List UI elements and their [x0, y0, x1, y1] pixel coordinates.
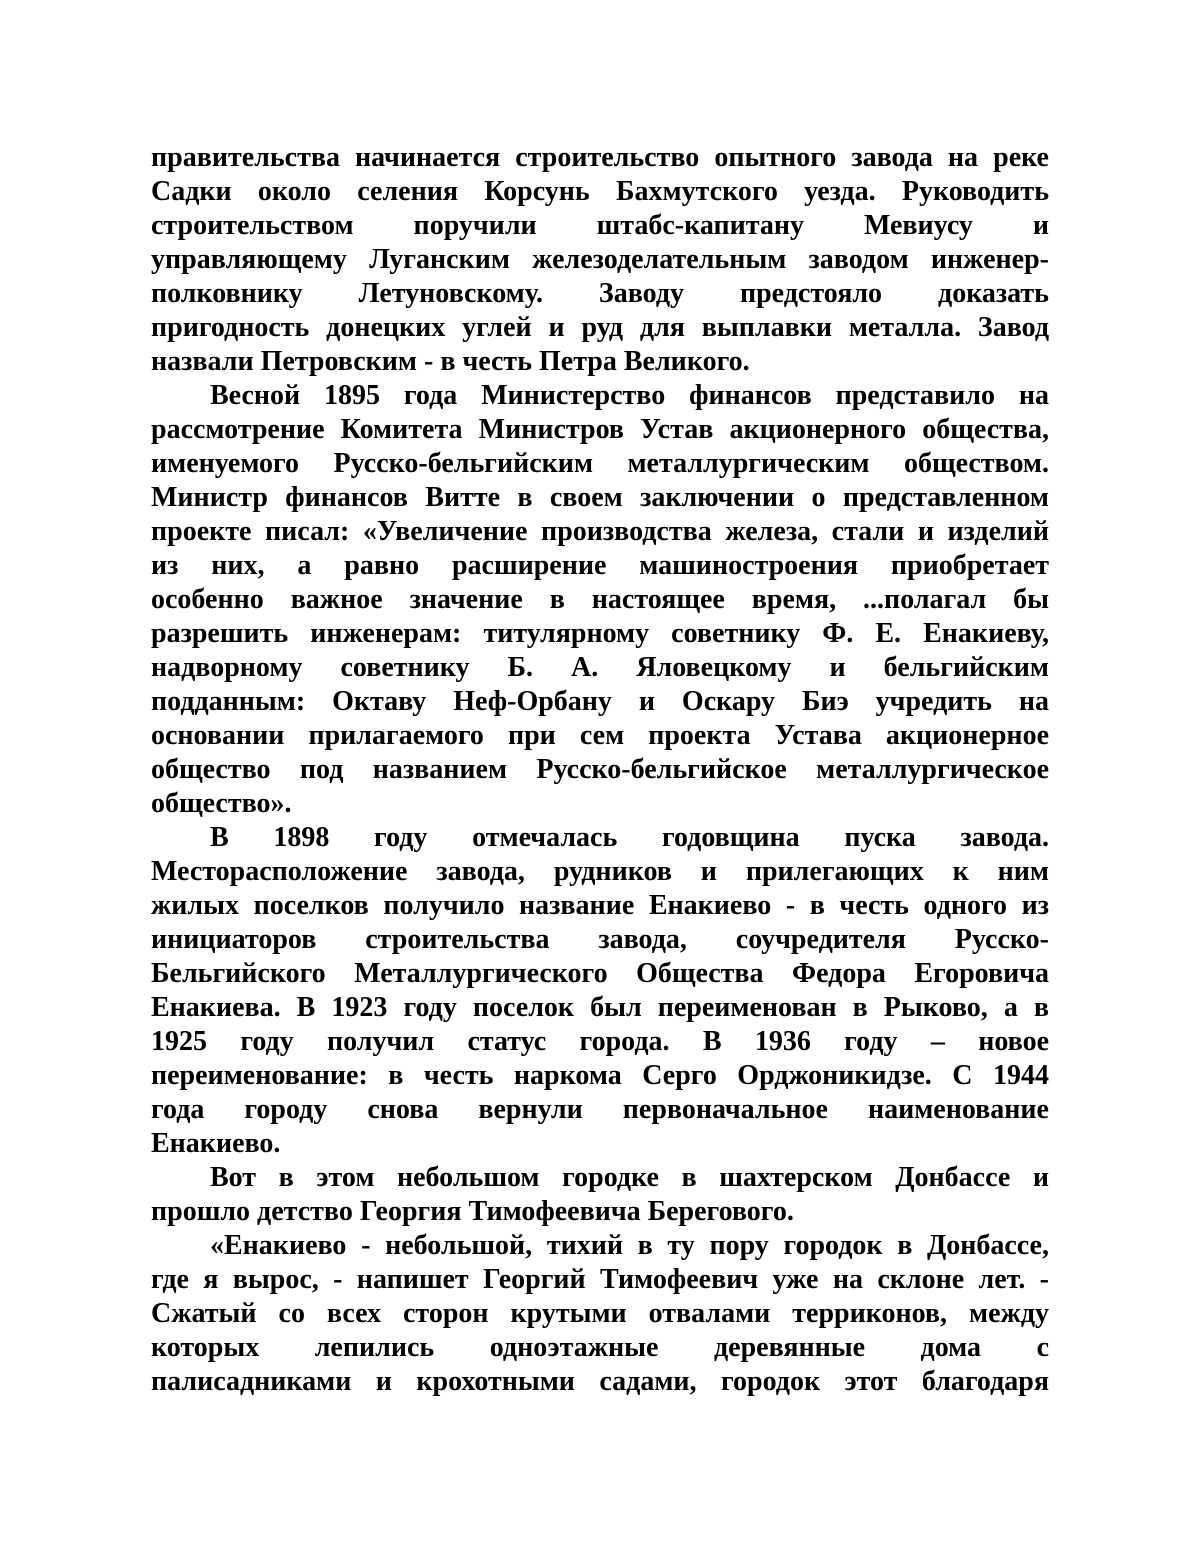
paragraph-first-line: Весной 1895 года Министерство финансов представило на — [210, 380, 1049, 411]
text-line: жилых поселков получило название Енакиево - в честь одного из — [151, 890, 1049, 921]
text-line: основании прилагаемого при сем проекта Устава акционерное — [151, 720, 1049, 751]
document-page — [151, 141, 1049, 1399]
paragraph-first-line: Вот в этом небольшом городке в шахтерском Донбассе и — [210, 1162, 1049, 1193]
text-line: рассмотрение Комитета Министров Устав акционерного общества, — [151, 414, 1049, 445]
text-line: надворному советнику Б. А. Яловецкому и бельгийским — [151, 652, 1049, 683]
text-line: пригодность донецких углей и руд для выплавки металла. Завод — [151, 312, 1049, 343]
text-line: подданным: Октаву Неф-Орбану и Оскару Биэ учредить на — [151, 686, 1049, 717]
text-line: проекте писал: «Увеличение производства железа, стали и изделий — [151, 516, 1049, 547]
text-line: разрешить инженерам: титулярному советнику Ф. Е. Енакиеву, — [151, 618, 1049, 649]
text-line: правительства начинается строительство опытного завода на реке — [151, 142, 1049, 173]
text-line: года городу снова вернули первоначальное наименование — [151, 1094, 1049, 1125]
text-line: общество». — [151, 788, 292, 819]
text-line: которых лепились одноэтажные деревянные дома с — [151, 1332, 1049, 1363]
text-line: инициаторов строительства завода, соучредителя Русско- — [151, 924, 1049, 955]
text-line: палисадниками и крохотными садами, городок этот благодаря — [151, 1366, 1049, 1397]
text-line: Енакиева. В 1923 году поселок был переименован в Рыково, а в — [151, 992, 1049, 1023]
text-line: полковнику Летуновскому. Заводу предстояло доказать — [151, 278, 1049, 309]
paragraph-first-line: В 1898 году отмечалась годовщина пуска завода. — [210, 822, 1049, 853]
text-line: назвали Петровским - в честь Петра Великого. — [151, 346, 750, 377]
text-line: Енакиево. — [151, 1128, 281, 1159]
text-line: управляющему Луганским железоделательным заводом инженер- — [151, 244, 1049, 275]
text-line: Бельгийского Металлургического Общества Федора Егоровича — [151, 958, 1049, 989]
text-line: особенно важное значение в настоящее время, ...полагал бы — [151, 584, 1049, 615]
text-line: переименование: в честь наркома Серго Орджоникидзе. С 1944 — [151, 1060, 1049, 1091]
text-line: Месторасположение завода, рудников и прилегающих к ним — [151, 856, 1049, 887]
text-line: Садки около селения Корсунь Бахмутского уезда. Руководить — [151, 176, 1049, 207]
text-line: из них, а равно расширение машиностроения приобретает — [151, 550, 1049, 581]
text-line: именуемого Русско-бельгийским металлургическим обществом. — [151, 448, 1049, 479]
text-line: Сжатый со всех сторон крутыми отвалами терриконов, между — [151, 1298, 1049, 1329]
text-line: Министр финансов Витте в своем заключении о представленном — [151, 482, 1049, 513]
text-line: общество под названием Русско-бельгийское металлургическое — [151, 754, 1049, 785]
paragraph-first-line: «Енакиево - небольшой, тихий в ту пору городок в Донбассе, — [210, 1230, 1049, 1261]
text-line: прошло детство Георгия Тимофеевича Берегового. — [151, 1196, 794, 1227]
text-line: где я вырос, - напишет Георгий Тимофеевич уже на склоне лет. - — [151, 1264, 1049, 1295]
text-line: строительством поручили штабс-капитану Мевиусу и — [151, 210, 1049, 241]
text-line: 1925 году получил статус города. В 1936 году – новое — [151, 1026, 1049, 1057]
